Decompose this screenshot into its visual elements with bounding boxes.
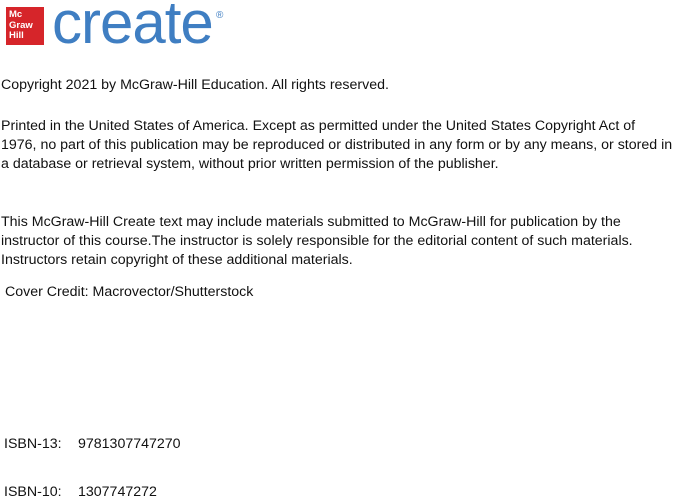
printed-notice: Printed in the United States of America. Except as permitted under the United States Copyright Act of 1976, no part of this publication may be reproduced or distributed in any form or by any means, or stored in a database or retrieval system, without prior written permission of the publisher. bbox=[1, 118, 673, 172]
isbn-13-label: ISBN-13: bbox=[4, 436, 62, 452]
create-disclaimer: This McGraw-Hill Create text may include materials submitted to McGraw-Hill for publication by the instructor of this course.The instructor is solely responsible for the editorial content of such materials. Instructors retain copyright of these additional materials. bbox=[1, 214, 633, 268]
isbn-10-value: 1307747272 bbox=[78, 484, 157, 500]
registered-mark: ® bbox=[216, 10, 224, 21]
logo-line-3: Hill bbox=[9, 30, 24, 41]
logo-line-2: Graw bbox=[9, 19, 33, 31]
isbn-13-value: 9781307747270 bbox=[78, 436, 181, 452]
isbn-10-row bbox=[4, 483, 157, 502]
mcgraw-hill-logo bbox=[6, 7, 44, 45]
isbn-10-label: ISBN-10: bbox=[4, 484, 62, 500]
cover-credit: Cover Credit: Macrovector/Shutterstock bbox=[5, 284, 254, 300]
logo-line-1: Mc bbox=[9, 9, 23, 20]
isbn-13-row bbox=[4, 435, 181, 454]
copyright-notice: Copyright 2021 by McGraw-Hill Education. All rights reserved. bbox=[1, 77, 389, 93]
create-wordmark: create bbox=[52, 0, 213, 56]
